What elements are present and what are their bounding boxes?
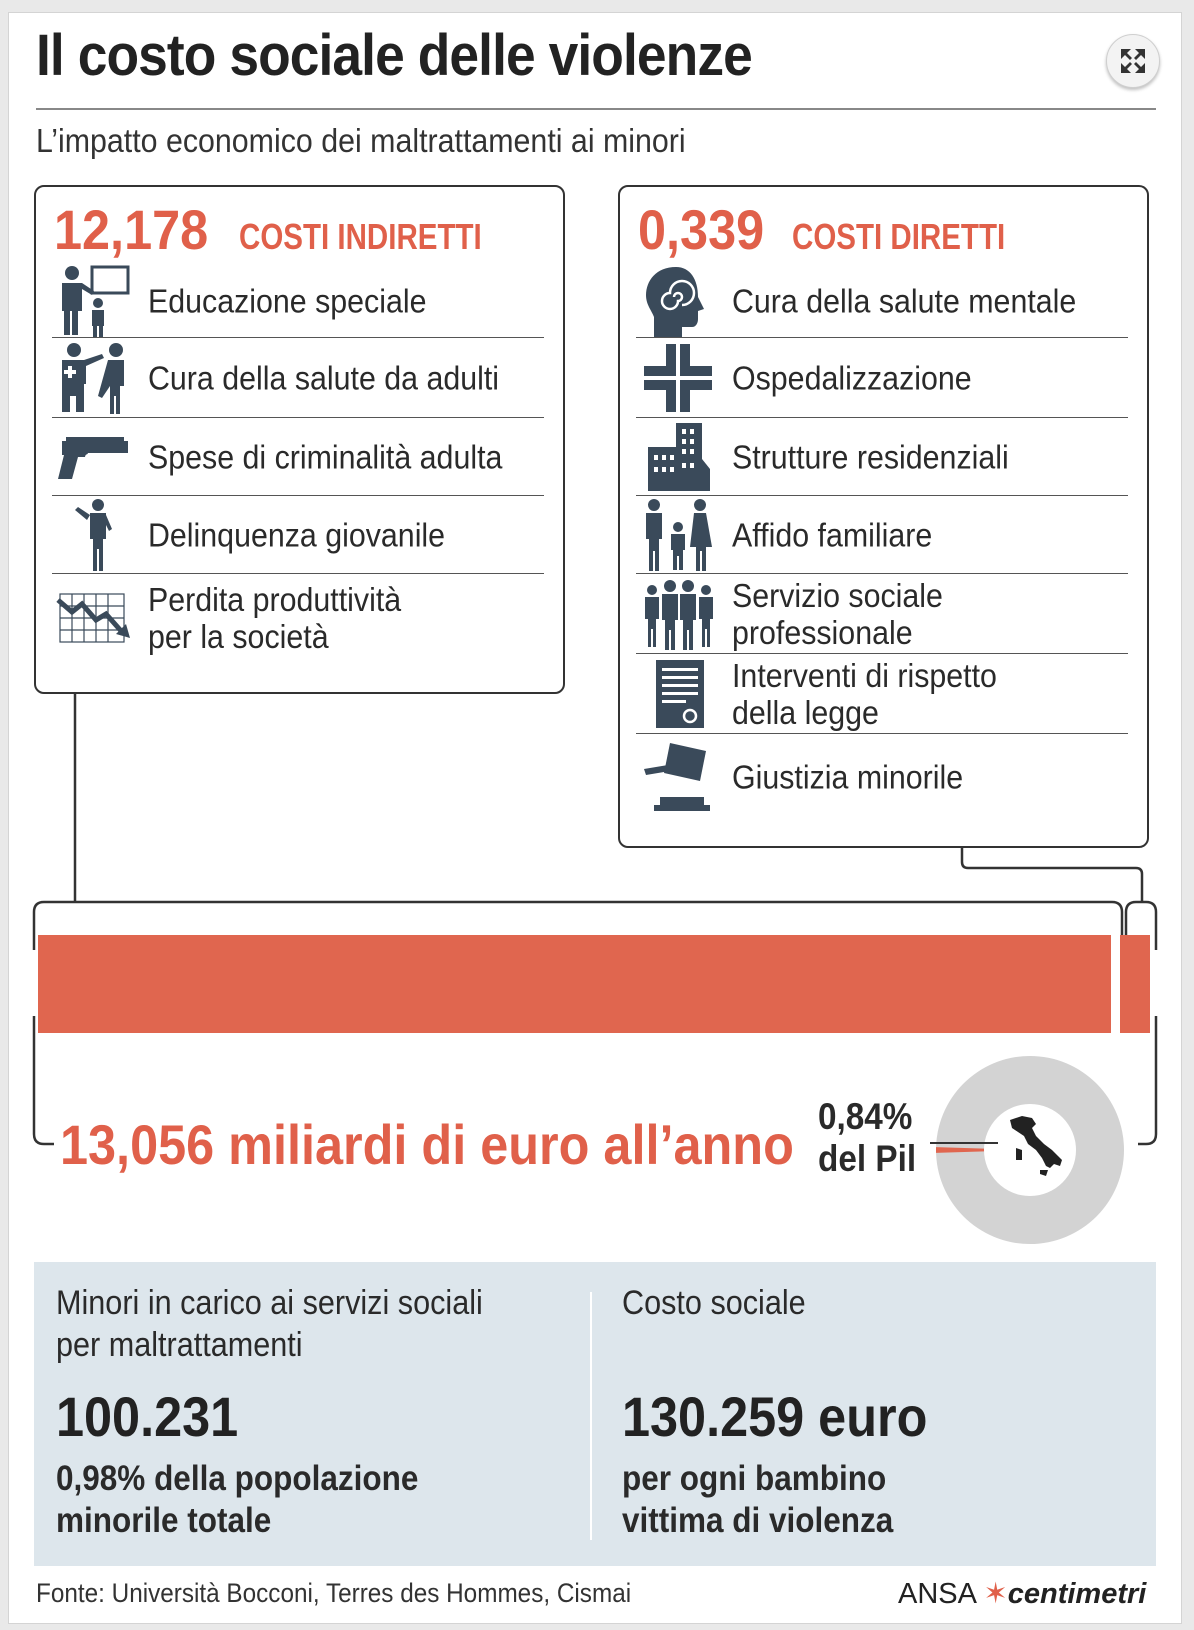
indirect-costs-label: COSTI INDIRETTI: [239, 216, 483, 257]
list-item: [636, 265, 1128, 338]
group-people-icon: [640, 576, 716, 652]
list-item: [52, 418, 544, 496]
list-item: [636, 574, 1128, 654]
pil-text: del Pil: [818, 1138, 917, 1179]
stat-left-value: 100.231: [56, 1385, 239, 1448]
brand-star-icon: ✶: [983, 1578, 1008, 1610]
doctor-patient-icon: [56, 340, 132, 416]
declining-chart-icon: [56, 580, 132, 656]
hospital-cross-icon: [640, 340, 716, 416]
item-label: Cura della salute da adulti: [148, 359, 500, 396]
list-item: [636, 496, 1128, 574]
family-icon: [640, 497, 716, 573]
brand-ansa: ANSA: [898, 1578, 976, 1610]
stat-left-desc: [56, 1458, 418, 1542]
item-label: Spese di criminalità adulta: [148, 438, 503, 475]
indirect-costs-box: [34, 185, 565, 694]
stats-divider: [590, 1292, 592, 1540]
stat-right-desc-line1: per ogni bambino: [622, 1459, 887, 1498]
item-label: Affido familiare: [732, 516, 933, 553]
total-cost-label: 13,056 miliardi di euro all’anno: [60, 1113, 794, 1176]
bar-direct-costs: [1120, 935, 1150, 1033]
youth-figure-icon: [56, 497, 132, 573]
document-icon: [640, 656, 716, 732]
list-item: [52, 574, 544, 662]
brand-logo: [898, 1576, 1146, 1611]
teacher-board-icon: [56, 263, 132, 339]
list-item: [636, 734, 1128, 820]
brand-centimetri: centimetri: [1007, 1578, 1147, 1610]
item-label: Perdita produttività per la società: [148, 581, 402, 655]
list-item: [636, 338, 1128, 418]
item-label: Ospedalizzazione: [732, 359, 972, 396]
stat-right-desc: [622, 1458, 893, 1542]
subtitle: L’impatto economico dei maltrattamenti ai minori: [36, 122, 686, 159]
stat-right-label: [622, 1282, 806, 1324]
item-label: Delinquenza giovanile: [148, 516, 446, 553]
stat-left-label: [56, 1282, 483, 1366]
list-item: [636, 654, 1128, 734]
pil-pointer: [930, 1138, 1000, 1148]
pil-percent: 0,84%: [818, 1096, 913, 1137]
direct-costs-box: [618, 185, 1149, 848]
stat-right-label-line1: Costo sociale: [622, 1284, 806, 1322]
list-item: [52, 265, 544, 338]
pil-share-label: [818, 1096, 916, 1180]
gavel-icon: [640, 739, 716, 815]
stat-left-desc-line2: minorile totale: [56, 1501, 272, 1540]
item-label: Educazione speciale: [148, 282, 427, 320]
list-item: [52, 338, 544, 418]
list-item: [52, 496, 544, 574]
item-label: Servizio sociale professionale: [732, 576, 943, 651]
item-label: Interventi di rispetto della legge: [732, 656, 997, 731]
direct-costs-label: COSTI DIRETTI: [792, 216, 1006, 257]
pil-donut: [932, 1052, 1128, 1248]
list-item: [636, 418, 1128, 496]
item-label: Giustizia minorile: [732, 758, 964, 796]
stat-right-value: 130.259 euro: [622, 1385, 928, 1448]
head-spiral-icon: [640, 263, 716, 339]
direct-costs-value: 0,339: [638, 198, 765, 261]
stat-left-desc-line1: 0,98% della popolazione: [56, 1459, 419, 1498]
page-title: Il costo sociale delle violenze: [36, 23, 752, 88]
item-label: Strutture residenziali: [732, 438, 1009, 475]
source-note: Fonte: Università Bocconi, Terres des Hommes, Cismai: [36, 1578, 632, 1608]
item-label: Cura della salute mentale: [732, 282, 1077, 320]
bar-indirect-costs: [38, 935, 1111, 1033]
stat-left-label-line1: Minori in carico ai servizi sociali: [56, 1284, 483, 1322]
stat-left-label-line2: per maltrattamenti: [56, 1326, 303, 1364]
pistol-icon: [56, 419, 132, 495]
stat-right-desc-line2: vittima di violenza: [622, 1501, 894, 1540]
building-icon: [640, 419, 716, 495]
indirect-costs-value: 12,178: [54, 198, 209, 261]
